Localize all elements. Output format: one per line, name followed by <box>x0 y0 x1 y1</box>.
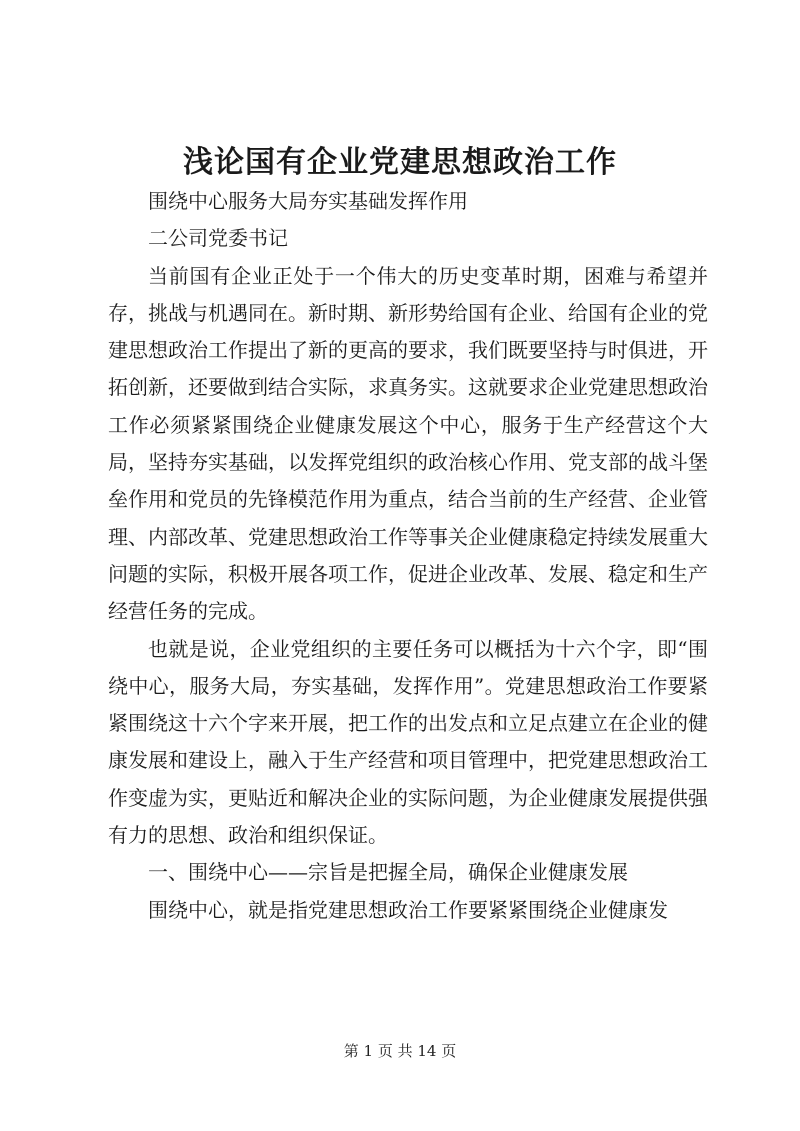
page-footer: 第 1 页 共 14 页 <box>343 1042 457 1060</box>
body-paragraph: 也就是说，企业党组织的主要任务可以概括为十六个字，即“围绕中心，服务大局，夯实基础，发挥作用”。党建思想政治工作要紧紧围绕这十六个字来开展，把工作的出发点和立足点建立在企业的健康发展和建设上，融入于生产经营和项目管理中，把党建思想政治工作变虚为实，更贴近和解决企业的实际问题，为企业健康发展提供强有力的思想、政治和组织保证。 <box>108 636 708 848</box>
section-heading: 一、围绕中心——宗旨是把握全局，确保企业健康发展 <box>148 860 628 885</box>
author-paragraph: 二公司党委书记 <box>148 226 288 251</box>
body-paragraph: 围绕中心，就是指党建思想政治工作要紧紧围绕企业健康发 <box>148 897 668 922</box>
document-body <box>108 183 708 929</box>
body-paragraph: 当前国有企业正处于一个伟大的历史变革时期，困难与希望并存，挑战与机遇同在。新时期、新形势给国有企业、给国有企业的党建思想政治工作提出了新的更高的要求，我们既要坚持与时俱进，开拓创新，还要做到结合实际，求真务实。这就要求企业党建思想政治工作必须紧紧围绕企业健康发展这个中心，服务于生产经营这个大局，坚持夯实基础，以发挥党组织的政治核心作用、党支部的战斗堡垒作用和党员的先锋模范作用为重点，结合当前的生产经营、企业管理、内部改革、党建思想政治工作等事关企业健康稳定持续发展重大问题的实际，积极开展各项工作，促进企业改革、发展、稳定和生产经营任务的完成。 <box>108 263 708 624</box>
document-title: 浅论国有企业党建思想政治工作 <box>183 145 617 180</box>
subtitle-paragraph: 围绕中心服务大局夯实基础发挥作用 <box>148 189 468 213</box>
